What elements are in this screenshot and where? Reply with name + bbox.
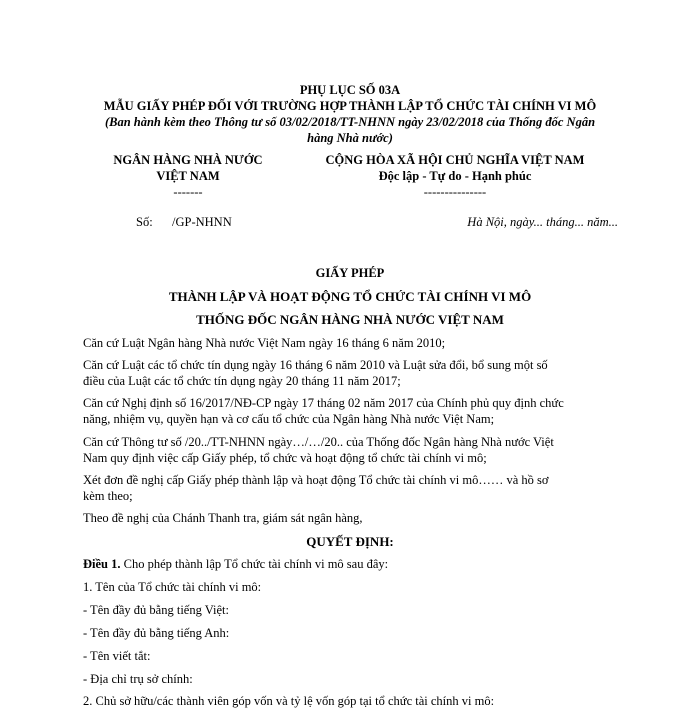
basis-paragraph-6: Theo đề nghị của Chánh Thanh tra, giám sát ngân hàng, xyxy=(83,511,363,525)
article-1-label: Điều 1. xyxy=(83,557,121,571)
document-subject-title: THÀNH LẬP VÀ HOẠT ĐỘNG TỔ CHỨC TÀI CHÍNH VI MÔ xyxy=(168,289,532,304)
document-type-title: GIẤY PHÉP xyxy=(315,266,385,280)
document-number-label: Số: xyxy=(136,215,153,229)
basis-paragraph-2-line1: Căn cứ Luật các tổ chức tín dụng ngày 16 tháng 6 năm 2010 và Luật sửa đổi, bổ sung một số xyxy=(83,358,548,372)
basis-paragraph-5-line1: Xét đơn đề nghị cấp Giấy phép thành lập và hoạt động Tổ chức tài chính vi mô…… và hồ sơ xyxy=(83,473,549,487)
nation-name: CỘNG HÒA XÃ HỘI CHỦ NGHĨA VIỆT NAM xyxy=(325,153,585,167)
nation-motto: Độc lập - Tự do - Hạnh phúc xyxy=(378,169,532,183)
basis-paragraph-5-line2: kèm theo; xyxy=(83,489,133,503)
agency-name-line1: NGÂN HÀNG NHÀ NƯỚC xyxy=(113,153,263,167)
appendix-title: PHỤ LỤC SỐ 03A xyxy=(299,83,401,97)
item-1-head-office-address: - Địa chỉ trụ sở chính: xyxy=(83,672,193,686)
basis-paragraph-4-line1: Căn cứ Thông tư số /20../TT-NHNN ngày…/…/20.. của Thống đốc Ngân hàng Nhà nước Việt xyxy=(83,435,554,449)
agency-rule: ------- xyxy=(173,185,203,199)
basis-paragraph-4-line2: Nam quy định việc cấp Giấy phép, tổ chức và hoạt động tổ chức tài chính vi mô; xyxy=(83,451,487,465)
item-1-short-name: - Tên viết tắt: xyxy=(83,649,151,663)
issued-note-line2: hàng Nhà nước) xyxy=(307,131,393,145)
item-1-vietnamese-name: - Tên đầy đủ bằng tiếng Việt: xyxy=(83,603,229,617)
item-1-name: 1. Tên của Tổ chức tài chính vi mô: xyxy=(83,580,262,594)
agency-name-line2: VIỆT NAM xyxy=(156,169,220,183)
nation-rule: --------------- xyxy=(423,185,487,199)
basis-paragraph-3-line2: năng, nhiệm vụ, quyền hạn và cơ cấu tổ chức của Ngân hàng Nhà nước Việt Nam; xyxy=(83,412,495,426)
basis-paragraph-2-line2: điều của Luật các tổ chức tín dụng ngày 20 tháng 11 năm 2017; xyxy=(83,374,401,388)
authority-title: THỐNG ĐỐC NGÂN HÀNG NHÀ NƯỚC VIỆT NAM xyxy=(196,312,504,327)
item-1-english-name: - Tên đầy đủ bằng tiếng Anh: xyxy=(83,626,230,640)
document-number-value: /GP-NHNN xyxy=(172,215,232,229)
article-1 xyxy=(83,556,388,573)
article-1-text: Cho phép thành lập Tổ chức tài chính vi mô sau đây: xyxy=(120,557,389,571)
place-date: Hà Nội, ngày... tháng... năm... xyxy=(467,215,618,229)
basis-paragraph-3-line1: Căn cứ Nghị định số 16/2017/NĐ-CP ngày 17 tháng 02 năm 2017 của Chính phủ quy định chức xyxy=(83,396,564,410)
issued-note-line1: (Ban hành kèm theo Thông tư số 03/02/2018/TT-NHNN ngày 23/02/2018 của Thống đốc Ngân xyxy=(104,115,596,129)
basis-paragraph-1: Căn cứ Luật Ngân hàng Nhà nước Việt Nam ngày 16 tháng 6 năm 2010; xyxy=(83,336,446,350)
form-title: MẪU GIẤY PHÉP ĐỐI VỚI TRƯỜNG HỢP THÀNH LẬP TỔ CHỨC TÀI CHÍNH VI MÔ xyxy=(103,99,597,113)
decision-heading: QUYẾT ĐỊNH: xyxy=(306,534,394,549)
item-2-owners: 2. Chủ sở hữu/các thành viên góp vốn và tỷ lệ vốn góp tại tổ chức tài chính vi mô: xyxy=(83,694,495,708)
